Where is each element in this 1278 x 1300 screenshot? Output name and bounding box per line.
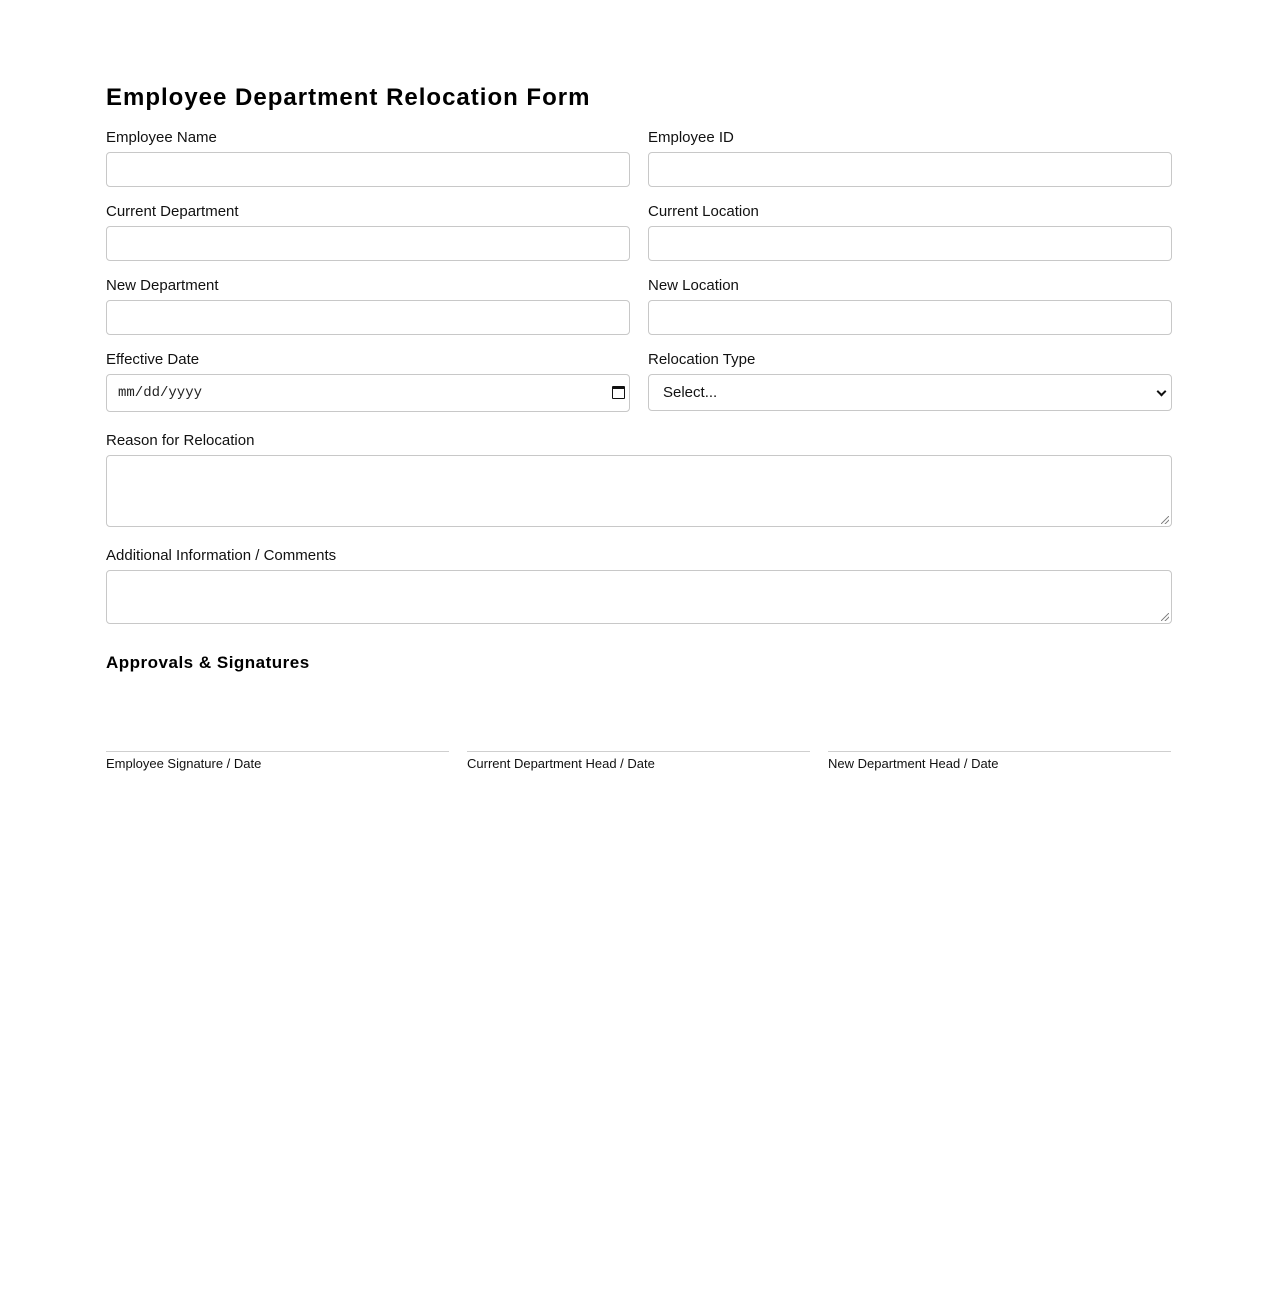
comments-label: Additional Information / Comments xyxy=(106,547,337,564)
relocation-form xyxy=(106,80,1172,772)
relocation-type-selected: Select... xyxy=(663,384,718,401)
reason-textarea[interactable] xyxy=(106,455,1172,527)
signature-label: Employee Signature / Date xyxy=(106,756,262,771)
page-title: Employee Department Relocation Form xyxy=(106,84,591,111)
field-current-department xyxy=(106,203,630,261)
resize-handle-icon[interactable] xyxy=(1161,613,1169,621)
signature-current-head xyxy=(467,751,810,772)
field-new-location xyxy=(648,277,1172,335)
signature-label: Current Department Head / Date xyxy=(467,756,655,771)
comments-textarea[interactable] xyxy=(106,570,1172,624)
effective-date-label: Effective Date xyxy=(106,351,200,368)
new-location-label: New Location xyxy=(648,277,739,294)
field-comments xyxy=(106,547,1172,624)
field-relocation-type xyxy=(648,351,1172,412)
field-current-location xyxy=(648,203,1172,261)
signature-line xyxy=(828,751,1171,752)
field-employee-id xyxy=(648,129,1172,187)
employee-id-input[interactable] xyxy=(648,152,1172,187)
new-department-input[interactable] xyxy=(106,300,630,335)
field-reason xyxy=(106,432,1172,527)
resize-handle-icon[interactable] xyxy=(1161,516,1169,524)
field-employee-name xyxy=(106,129,630,187)
signature-new-head xyxy=(828,751,1171,772)
field-new-department xyxy=(106,277,630,335)
new-location-input[interactable] xyxy=(648,300,1172,335)
relocation-type-label: Relocation Type xyxy=(648,351,756,368)
current-department-input[interactable] xyxy=(106,226,630,261)
employee-name-label: Employee Name xyxy=(106,129,217,146)
employee-name-input[interactable] xyxy=(106,152,630,187)
calendar-icon[interactable] xyxy=(612,386,625,399)
signature-line xyxy=(467,751,810,752)
relocation-type-select[interactable] xyxy=(648,374,1172,411)
signature-line xyxy=(106,751,449,752)
new-department-label: New Department xyxy=(106,277,219,294)
current-department-label: Current Department xyxy=(106,203,239,220)
form-grid xyxy=(106,129,1172,652)
signature-label: New Department Head / Date xyxy=(828,756,999,771)
effective-date-input[interactable] xyxy=(106,374,630,412)
chevron-down-icon xyxy=(1157,387,1167,397)
current-location-label: Current Location xyxy=(648,203,759,220)
signature-block xyxy=(106,751,1172,772)
date-placeholder: mm/dd/yyyy xyxy=(118,385,203,401)
approvals-heading: Approvals & Signatures xyxy=(106,653,310,672)
reason-label: Reason for Relocation xyxy=(106,432,255,449)
employee-id-label: Employee ID xyxy=(648,129,734,146)
signature-employee xyxy=(106,751,449,772)
current-location-input[interactable] xyxy=(648,226,1172,261)
field-effective-date xyxy=(106,351,630,412)
